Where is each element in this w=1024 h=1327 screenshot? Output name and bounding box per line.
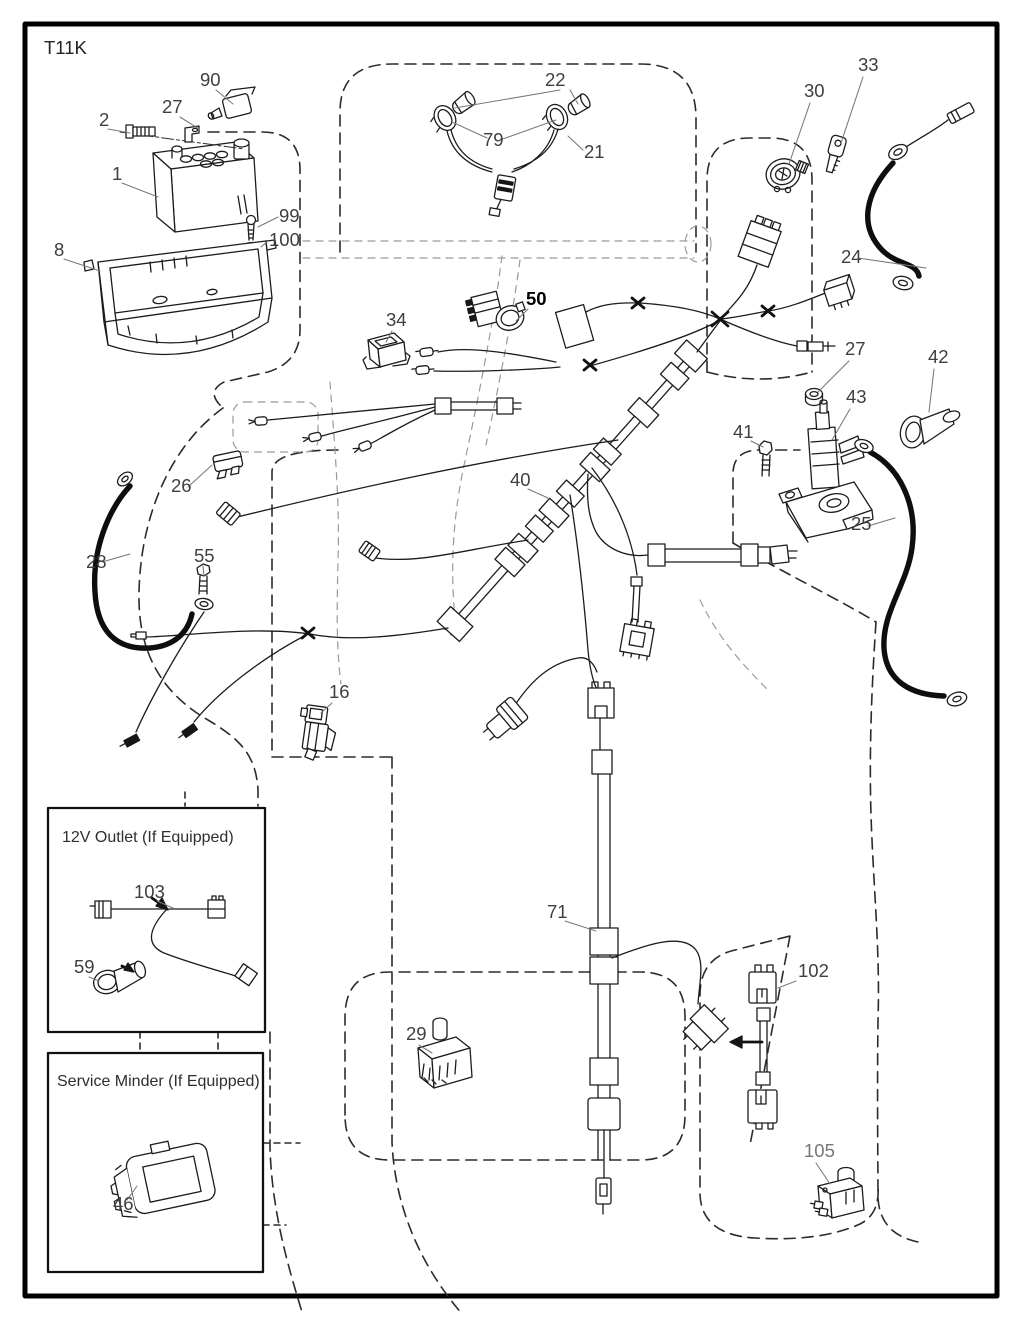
part-label-28: 28 (86, 551, 107, 572)
bolt-99 (247, 216, 256, 241)
part-label-16: 16 (329, 681, 350, 702)
leader-line-71 (565, 921, 596, 931)
part-label-21: 21 (584, 141, 605, 162)
leader-line-8 (64, 259, 100, 271)
arrow-102 (730, 1036, 762, 1048)
castle-connector-a (619, 618, 655, 661)
headlight-socket-right (539, 101, 572, 135)
inset-minder-title: Service Minder (If Equipped) (57, 1073, 260, 1090)
solenoid-cable-25 (853, 437, 968, 708)
part-label-41: 41 (733, 421, 754, 442)
part-label-24: 24 (841, 246, 862, 267)
part-label-59: 59 (74, 956, 95, 977)
part-label-33: 33 (858, 54, 879, 75)
part-label-27: 27 (845, 338, 866, 359)
part-label-40: 40 (510, 469, 531, 490)
part-label-71: 71 (547, 901, 568, 922)
part-label-43: 43 (846, 386, 867, 407)
part-label-50: 50 (526, 288, 547, 309)
part-label-26: 26 (171, 475, 192, 496)
inset-12v-title: 12V Outlet (If Equipped) (62, 829, 234, 846)
leader-line-33 (841, 77, 863, 143)
castle-connector-102-top (749, 965, 776, 1003)
leader-line-105 (816, 1163, 830, 1184)
battery-box (84, 240, 276, 354)
leader-line-43 (832, 409, 850, 440)
harness-sleeves (437, 340, 707, 642)
leader-line-1 (122, 183, 158, 197)
part-label-34: 34 (386, 309, 407, 330)
part-label-79: 79 (483, 129, 504, 150)
relay (822, 275, 859, 312)
part-label-99: 99 (279, 205, 300, 226)
ignition-switch (763, 155, 809, 193)
leader-line-26 (188, 465, 212, 487)
main-harness-40 (119, 321, 720, 750)
connector-90 (207, 87, 255, 120)
ignition-connector (738, 214, 783, 267)
extension-harness-102 (730, 965, 777, 1129)
ignition-wire (722, 265, 757, 317)
switch-50 (465, 291, 527, 334)
part-label-2: 2 (99, 109, 110, 130)
part-label-8: 8 (54, 239, 65, 260)
connector-16 (295, 704, 339, 763)
part-label-55: 55 (194, 545, 215, 566)
part-label-22: 22 (545, 69, 566, 90)
headlight-connector (489, 174, 516, 218)
page-title: T11K (44, 37, 87, 58)
terminal-boot-42 (897, 409, 961, 450)
battery-clamp (185, 126, 199, 142)
leader-line-30 (789, 103, 810, 164)
fuse-26 (212, 450, 244, 478)
inline-fuse-right (648, 544, 797, 566)
leader-line-99 (258, 217, 278, 227)
plug-71-end (596, 1178, 611, 1214)
part-label-90: 90 (200, 69, 221, 90)
ground-cable-28 (95, 469, 192, 648)
leader-line-21 (568, 136, 583, 150)
castle-connector-b (588, 682, 614, 718)
part-label-102: 102 (798, 960, 829, 981)
battery-cable-24 (868, 102, 975, 291)
inset-service-minder (48, 1053, 263, 1272)
leader-line-42 (929, 369, 934, 412)
bullet-connector-right (797, 341, 835, 351)
plug-small-b (216, 501, 241, 525)
battery (153, 139, 258, 232)
ignition-key (823, 134, 848, 174)
seat-harness-71 (588, 618, 732, 1214)
part-label-30: 30 (804, 80, 825, 101)
castle-connector-102-bottom (748, 1090, 777, 1129)
part-label-42: 42 (928, 346, 949, 367)
part-label-27: 27 (162, 96, 183, 117)
headlight-bulb-right (565, 92, 592, 116)
leader-line-40 (528, 489, 548, 498)
leader-line-79 (452, 122, 487, 138)
socket-connector-lower (477, 696, 529, 746)
part-label-25: 25 (851, 513, 872, 534)
inline-connector-left (249, 398, 521, 454)
part-label-29: 29 (406, 1023, 427, 1044)
part-label-100: 100 (269, 229, 300, 250)
part-label-46: 46 (113, 1193, 134, 1214)
leader-line-27 (818, 361, 849, 392)
headlight-harness (426, 90, 592, 218)
hour-meter-105 (809, 1168, 864, 1219)
part-label-1: 1 (112, 163, 123, 184)
inset-12v-outlet (48, 808, 265, 1032)
switch-34 (363, 333, 410, 369)
part-label-105: 105 (804, 1140, 835, 1161)
part-label-103: 103 (134, 881, 165, 902)
